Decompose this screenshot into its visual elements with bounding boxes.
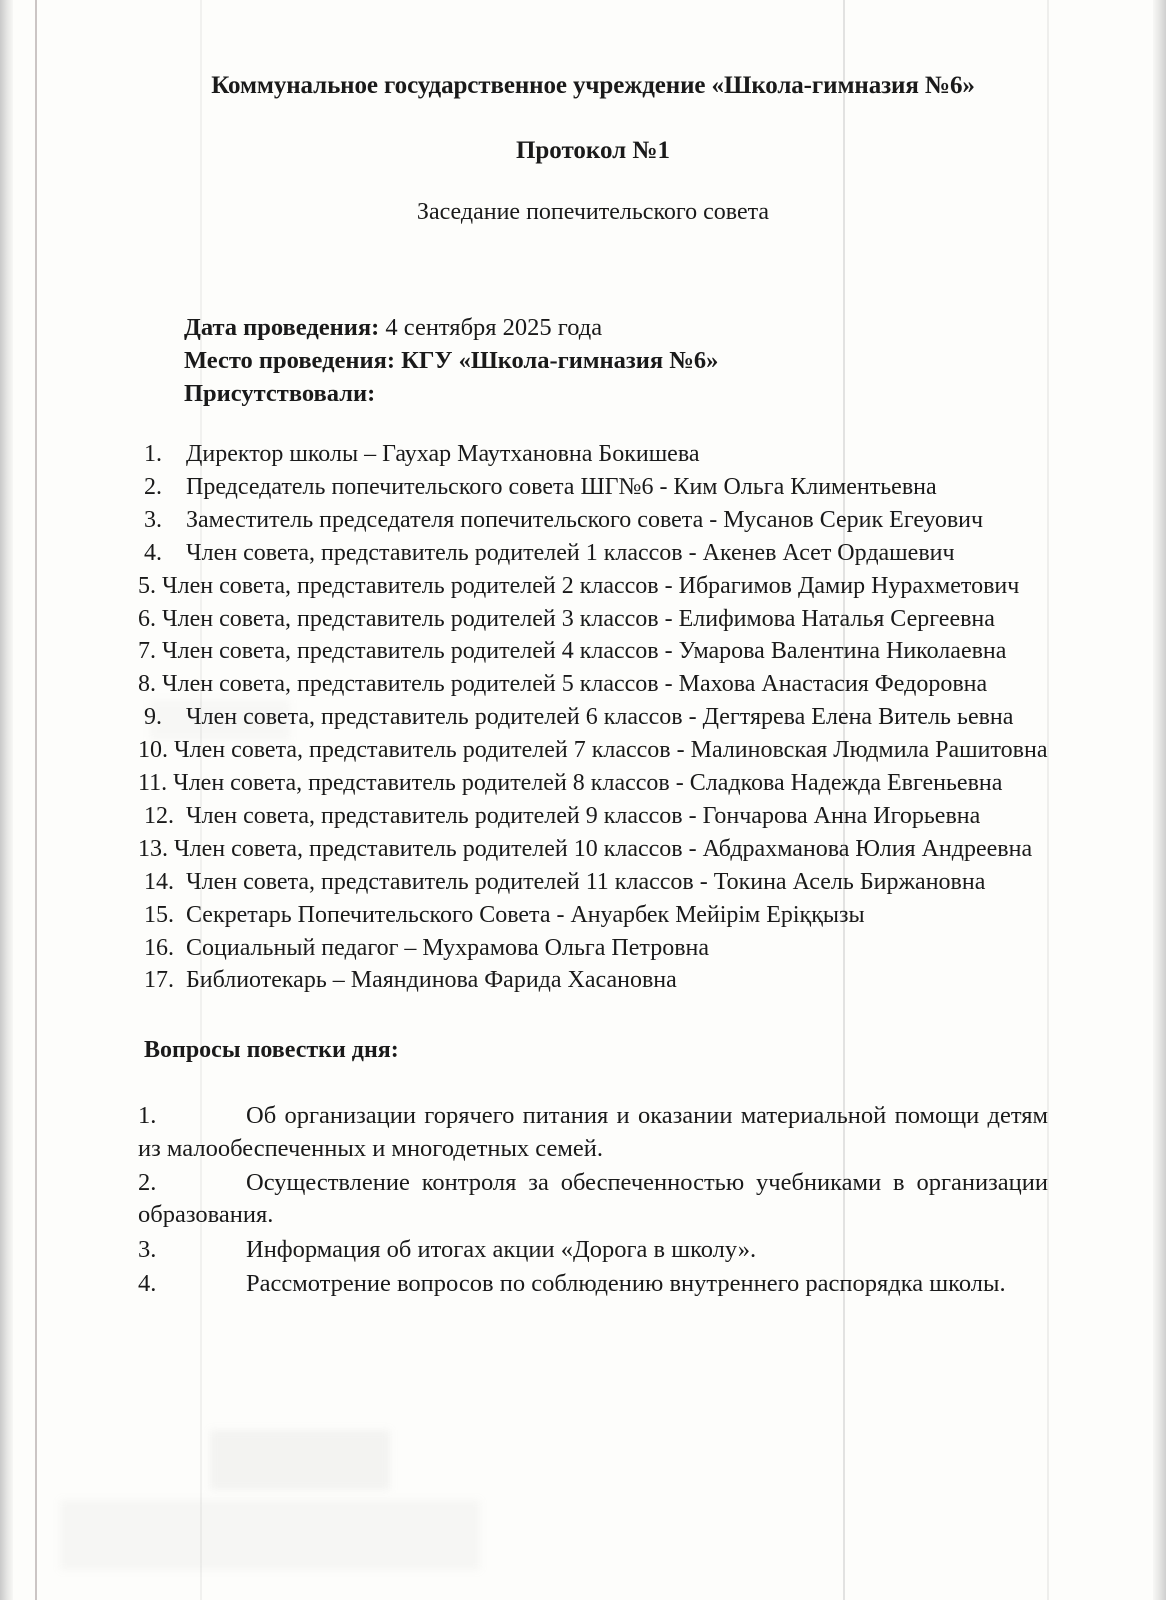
- attendee-text: 13. Член совета, представитель родителей 10 классов - Абдрахманова Юлия Андреевна: [138, 835, 1033, 862]
- attendee-text: Председатель попечительского совета ШГ№6 - Ким Ольга Климентьевна: [186, 473, 937, 500]
- agenda-text: Осуществление контроля за обеспеченностью учебниками в организации образования.: [138, 1169, 1048, 1229]
- agenda-number: 4.: [138, 1270, 157, 1298]
- attendee-text: Член совета, представитель родителей 11 классов - Токина Асель Биржановна: [186, 868, 986, 895]
- agenda-list: [138, 1100, 1048, 1300]
- attendee-number: 15.: [144, 901, 174, 928]
- meta-date-label: Дата проведения:: [184, 313, 380, 341]
- attendee-number: 14.: [144, 868, 174, 895]
- attendee-item: [138, 768, 1048, 800]
- attendee-text: Член совета, представитель родителей 6 классов - Дегтярева Елена Витель ьевна: [186, 704, 1014, 731]
- meta-attendees-label: Присутствовали:: [184, 379, 376, 407]
- meta-date: [184, 311, 1048, 344]
- agenda-text: Об организации горячего питания и оказании материальной помощи детям из малообеспеченных и многодетных семей.: [138, 1102, 1048, 1162]
- attendee-item: [138, 636, 1048, 668]
- attendee-text: Социальный педагог – Мухрамова Ольга Петровна: [186, 934, 710, 961]
- scan-fold-line: [35, 0, 37, 1600]
- attendee-item: [138, 801, 1048, 833]
- attendee-item: [138, 702, 1048, 734]
- meta-date-value: 4 сентября 2025 года: [385, 313, 603, 341]
- attendee-text: Член совета, представитель родителей 1 классов - Акенев Асет Ордашевич: [186, 539, 955, 566]
- agenda-text: Информация об итогах акции «Дорога в школу».: [246, 1235, 757, 1263]
- scan-smudge: [60, 1500, 480, 1570]
- attendee-text: 6. Член совета, представитель родителей 3 классов - Елифимова Наталья Сергеевна: [138, 605, 995, 632]
- scan-smudge: [210, 1430, 390, 1490]
- attendee-number: 1.: [144, 440, 162, 467]
- attendee-text: Заместитель председателя попечительского совета - Мусанов Серик Егеуович: [186, 506, 984, 533]
- attendee-item: [138, 439, 1048, 471]
- attendee-item: [138, 735, 1048, 767]
- attendee-text: Секретарь Попечительского Совета - Ануарбек Мейірім Еріққызы: [186, 901, 865, 928]
- meta-place-label: Место проведения:: [184, 346, 396, 374]
- attendee-text: Член совета, представитель родителей 9 классов - Гончарова Анна Игорьевна: [186, 802, 981, 829]
- attendee-item: [138, 604, 1048, 636]
- attendee-number: 12.: [144, 802, 174, 829]
- meeting-metadata: [184, 311, 1048, 410]
- attendee-text: 7. Член совета, представитель родителей 4 классов - Умарова Валентина Николаевна: [138, 638, 1007, 665]
- agenda-heading: Вопросы повестки дня:: [144, 1037, 399, 1064]
- attendee-item: [138, 834, 1048, 866]
- attendee-item: [138, 538, 1048, 570]
- agenda-number: 3.: [138, 1235, 157, 1263]
- meta-attendees-label-line: [184, 377, 1048, 410]
- attendee-number: 2.: [144, 473, 162, 500]
- agenda-item: [138, 1100, 1048, 1165]
- attendees-list: [138, 439, 1048, 997]
- attendee-text: Директор школы – Гаухар Маутхановна Бокишева: [186, 440, 700, 467]
- scan-edge-left: [0, 0, 13, 1600]
- institution-title: Коммунальное государственное учреждение «Школа-гимназия №6»: [211, 72, 975, 99]
- attendee-text: 11. Член совета, представитель родителей 8 классов - Сладкова Надежда Евгеньевна: [138, 770, 1003, 797]
- attendee-item: [138, 965, 1048, 997]
- agenda-item: [138, 1234, 1048, 1266]
- agenda-item: [138, 1167, 1048, 1232]
- attendee-item: [138, 669, 1048, 701]
- attendee-item: [138, 933, 1048, 965]
- agenda-text: Рассмотрение вопросов по соблюдению внутреннего распорядка школы.: [246, 1270, 1006, 1298]
- meta-place: [184, 344, 1048, 377]
- attendee-item: [138, 505, 1048, 537]
- document-body: [138, 0, 1048, 1302]
- attendee-number: 3.: [144, 506, 162, 533]
- agenda-number: 2.: [138, 1169, 157, 1197]
- attendee-item: [138, 900, 1048, 932]
- attendee-number: 9.: [144, 704, 162, 731]
- attendee-number: 17.: [144, 967, 174, 994]
- meta-place-value: КГУ «Школа-гимназия №6»: [401, 346, 719, 374]
- attendee-text: 5. Член совета, представитель родителей 2 классов - Ибрагимов Дамир Нурахметович: [138, 572, 1020, 599]
- attendee-text: 10. Член совета, представитель родителей 7 классов - Малиновская Людмила Рашитовна: [138, 737, 1048, 764]
- attendee-item: [138, 472, 1048, 504]
- attendee-text: 8. Член совета, представитель родителей 5 классов - Махова Анастасия Федоровна: [138, 671, 988, 698]
- attendee-number: 16.: [144, 934, 174, 961]
- attendee-text: Библиотекарь – Маяндинова Фарида Хасановна: [186, 967, 677, 994]
- protocol-title: Протокол №1: [515, 137, 671, 164]
- attendee-item: [138, 571, 1048, 603]
- agenda-number: 1.: [138, 1102, 157, 1130]
- meeting-subtitle: Заседание попечительского совета: [416, 199, 770, 225]
- agenda-item: [138, 1268, 1048, 1300]
- attendee-item: [138, 867, 1048, 899]
- scan-edge-right: [1153, 0, 1166, 1600]
- attendee-number: 4.: [144, 539, 162, 566]
